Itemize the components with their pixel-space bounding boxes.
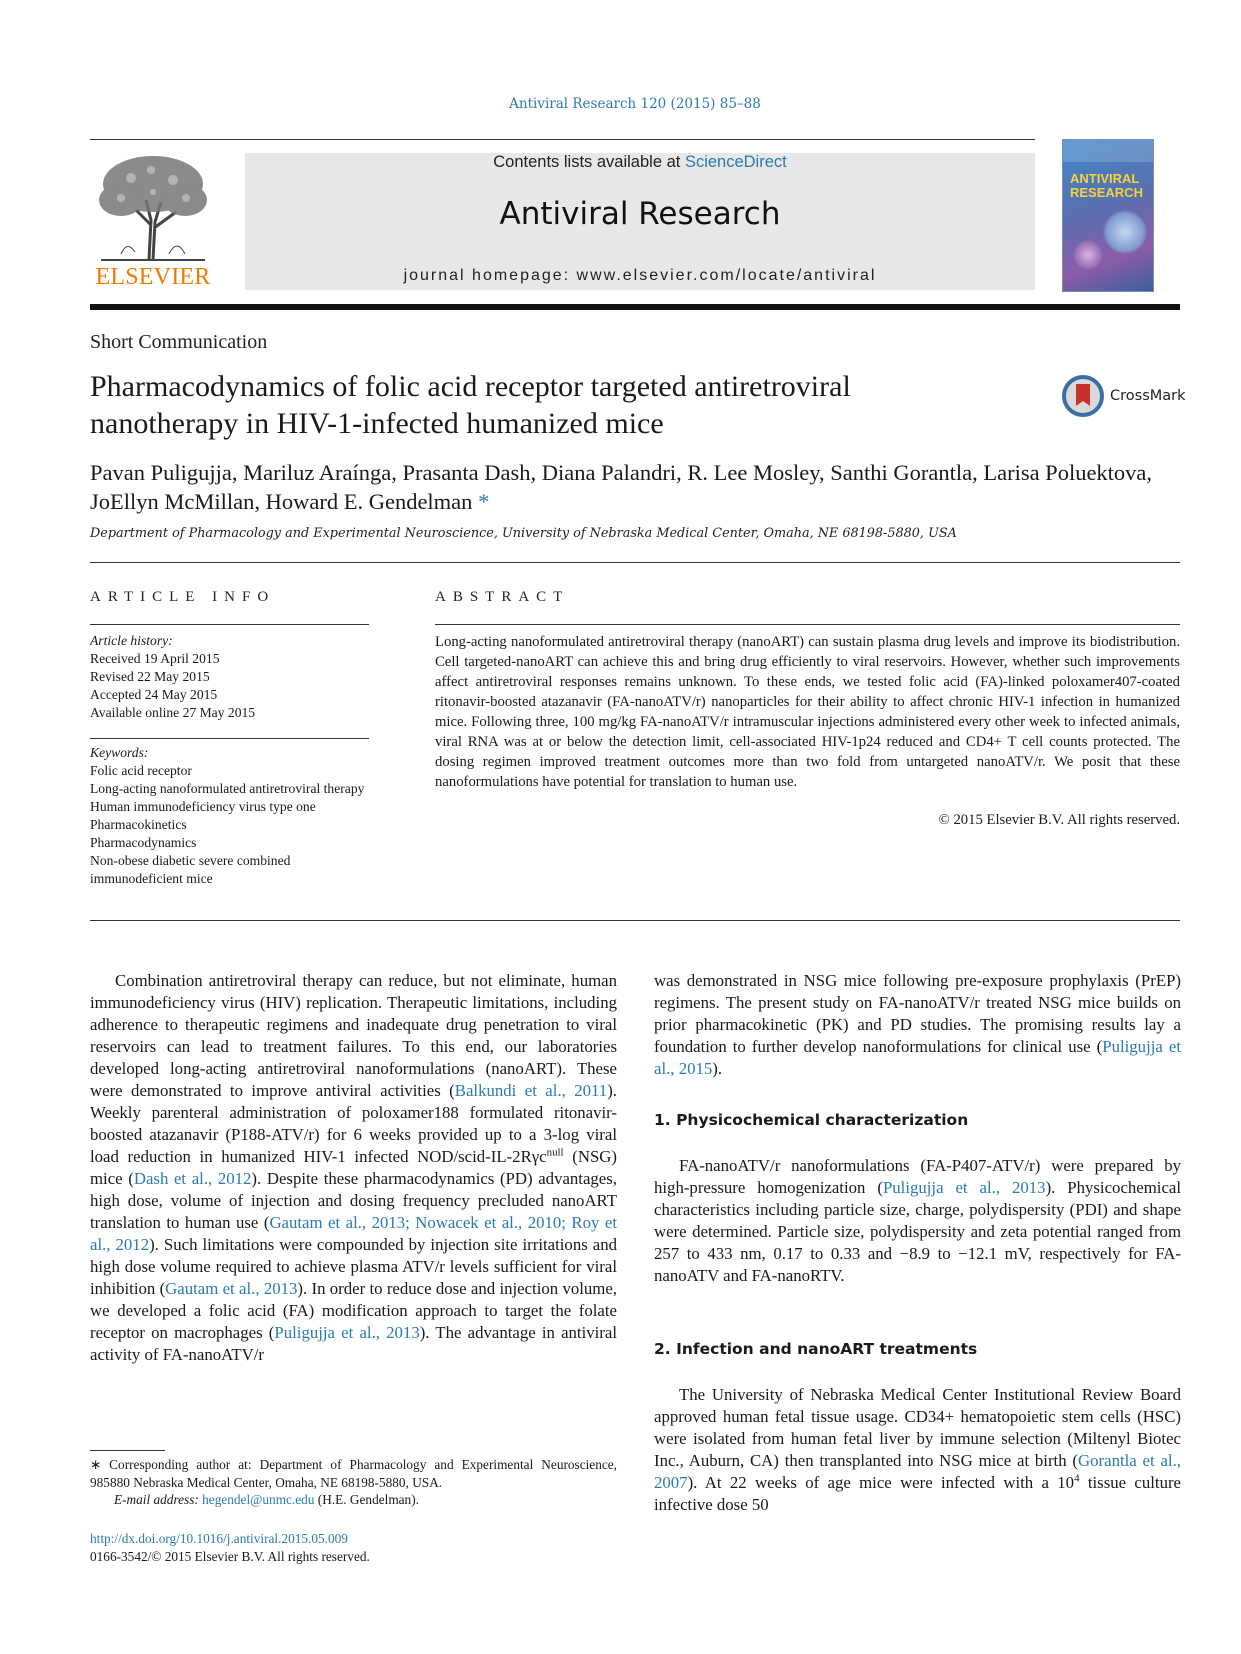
history-revised: Revised 22 May 2015	[90, 669, 210, 684]
keyword-item: Human immunodeficiency virus type one	[90, 799, 316, 814]
divider	[90, 920, 1180, 921]
issn-copyright: 0166-3542/© 2015 Elsevier B.V. All rights reserved.	[90, 1549, 370, 1564]
ref-dash-2012[interactable]: Dash et al., 2012	[133, 1169, 252, 1188]
keyword-item: Folic acid receptor	[90, 763, 192, 778]
authors-text: Pavan Puligujja, Mariluz Araínga, Prasanta Dash, Diana Palandri, R. Lee Mosley, Santhi Gorantla, Larisa Poluektova, JoEllyn McMillan, Howard E. Gendelman	[90, 460, 1153, 514]
header-thick-rule	[90, 304, 1180, 310]
section-2-heading: 2. Infection and nanoART treatments	[654, 1340, 978, 1358]
ref-balkundi-2011[interactable]: Balkundi et al., 2011	[454, 1081, 608, 1100]
cover-strip	[1063, 140, 1153, 162]
cover-virus-graphic	[1103, 210, 1147, 254]
journal-homepage[interactable]: journal homepage: www.elsevier.com/locate/antiviral	[403, 267, 877, 284]
divider	[90, 624, 369, 625]
ref-gorantla-2007[interactable]: Gorantla et al., 2007	[654, 1451, 1181, 1492]
divider	[90, 562, 1180, 563]
divider	[90, 738, 369, 739]
crossmark-icon	[1062, 375, 1104, 417]
author-list	[90, 458, 1180, 516]
ref-puligujja-2013-b[interactable]: Puligujja et al., 2013	[882, 1178, 1046, 1197]
cover-title: ANTIVIRAL RESEARCH	[1070, 171, 1143, 200]
history-received: Received 19 April 2015	[90, 651, 220, 666]
section-1-paragraph: FA-nanoATV/r nanoformulations (FA-P407-ATV/r) were prepared by high-pressure homogenization (Puligujja et al., 2013). Physicochemical characteristics including particle size, charge, polydispersity (PDI) and shape were determined. Particle size, polydispersity and zeta potential ranged from 257 to 433 nm, 0.17 to 0.33 and −8.9 to −12.1 mV, respectively for FA-nanoATV and FA-nanoRTV.	[654, 1156, 1181, 1285]
footnote-rule	[90, 1450, 165, 1451]
intro-paragraph: Combination antiretroviral therapy can reduce, but not eliminate, human immunodeficiency virus (HIV) replication. Therapeutic limitations, including adherence to therapeutic regimens and inadequate drug penetration to viral reservoirs can lead to treatment failures. To this end, our laboratories developed long-acting antiretroviral nanoformulations (nanoART). These were demonstrated to improve antiviral activities (Balkundi et al., 2011). Weekly parenteral administration of poloxamer188 formulated ritonavir-boosted atazanavir (P188-ATV/r) for 6 weeks provided up to a 3-log viral load reduction in humanized HIV-1 infected NOD/scid-IL-2Rγc$^{null}$ (NSG) mice (Dash et al., 2012). Despite these pharmacodynamics (PD) advantages, high dose, volume of injection and dosing frequency precluded nanoART translation to human use (Gautam et al., 2013; Nowacek et al., 2010; Roy et al., 2012). Such limitations were compounded by injection site irritations and high dose volume required to achieve plasma ATV/r levels sufficient for viral inhibition (Gautam et al., 2013). In order to reduce dose and injection volume, we developed a folic acid (FA) modification approach to target the folate receptor on macrophages (Puligujja et al., 2013). The advantage in antiviral activity of FA-nanoATV/r	[90, 971, 617, 1364]
section-1-body	[654, 1155, 1181, 1287]
contents-line	[245, 153, 1035, 172]
elsevier-logo	[88, 150, 218, 290]
ref-gautam-nowacek-roy[interactable]: Gautam et al., 2013; Nowacek et al., 2010; Roy et al., 2012	[90, 1213, 617, 1254]
journal-cover-image[interactable]	[1062, 139, 1154, 292]
elsevier-tree-icon	[91, 150, 215, 266]
header-rule	[90, 139, 1035, 140]
ref-puligujja-2013[interactable]: Puligujja et al., 2013	[274, 1323, 420, 1342]
email-suffix: (H.E. Gendelman).	[314, 1492, 419, 1507]
cover-cell-graphic	[1073, 240, 1103, 270]
section-1-heading: 1. Physicochemical characterization	[654, 1111, 969, 1129]
journal-citation-link[interactable]: Antiviral Research 120 (2015) 85–88	[509, 96, 761, 112]
body-right-continuation	[654, 970, 1181, 1080]
keyword-item: Long-acting nanoformulated antiretroviral therapy	[90, 781, 365, 796]
journal-name: Antiviral Research	[499, 196, 781, 232]
keyword-item: Pharmacodynamics	[90, 835, 197, 850]
elsevier-wordmark: ELSEVIER	[95, 264, 211, 290]
ref-puligujja-2015[interactable]: Puligujja et al., 2015	[654, 1037, 1181, 1078]
contents-prefix: Contents lists available at	[493, 153, 685, 171]
continuation-paragraph: was demonstrated in NSG mice following pre-exposure prophylaxis (PrEP) regimens. The present study on FA-nanoATV/r treated NSG mice builds on prior pharmacokinetic (PK) and PD studies. The promising results lay a foundation to further develop nanoformulations for clinical use (Puligujja et al., 2015).	[654, 971, 1181, 1078]
keywords	[90, 744, 369, 888]
history-accepted: Accepted 24 May 2015	[90, 687, 218, 702]
divider	[435, 624, 1180, 625]
article-info-label: ARTICLE INFO	[90, 589, 276, 605]
sciencedirect-link[interactable]: ScienceDirect	[684, 153, 787, 171]
keyword-item: Non-obese diabetic severe combined immunodeficient mice	[90, 853, 291, 886]
keywords-heading: Keywords:	[90, 745, 149, 760]
ref-gautam-2013[interactable]: Gautam et al., 2013	[165, 1279, 298, 1298]
abstract-copyright: © 2015 Elsevier B.V. All rights reserved.	[938, 812, 1180, 828]
abstract-text: Long-acting nanoformulated antiretroviral therapy (nanoART) can sustain plasma drug levels and improve its biodistribution. Cell targeted-nanoART can achieve this and bring drug efficiently to viral reservoirs. However, whether such improvements affect antiretroviral responses remains unknown. To these ends, we tested folic acid (FA)-linked poloxamer407-coated ritonavir-boosted atazanavir (FA-nanoATV/r) nanoparticles for their ability to affect chronic HIV-1 infection in humanized mice. Following three, 100 mg/kg FA-nanoATV/r intramuscular injections administered every other week to infected animals, viral RNA was at or below the detection limit, cell-associated HIV-1p24 reduced and CD4+ T cell counts protected. The dosing regimen improved treatment outcomes more than two fold from untargeted nanoATV/r. We posit that these nanoformulations have potential for translation to human use.	[435, 634, 1180, 790]
abstract-label: ABSTRACT	[435, 589, 570, 605]
crossmark-label: CrossMark	[1110, 388, 1186, 404]
history-online: Available online 27 May 2015	[90, 705, 256, 720]
corresponding-author-footnote: ∗ Corresponding author at: Department of Pharmacology and Experimental Neuroscience, 985880 Nebraska Medical Center, Omaha, NE 68198-5880, USA.	[90, 1457, 617, 1490]
email-label: E-mail address:	[114, 1492, 203, 1507]
article-type: Short Communication	[90, 331, 268, 353]
affiliation: Department of Pharmacology and Experimental Neuroscience, University of Nebraska Medical Center, Omaha, NE 68198-5880, USA	[90, 526, 957, 541]
section-2-paragraph: The University of Nebraska Medical Center Institutional Review Board approved human fetal tissue usage. CD34+ hematopoietic stem cells (HSC) were isolated from human fetal liver by immune selection (Miltenyl Biotec Inc., Auburn, CA) then transplanted into NSG mice at birth (Gorantla et al., 2007). At 22 weeks of age mice were infected with a $10^4$ tissue culture infective dose 50	[654, 1385, 1181, 1514]
email-link[interactable]: hegendel@unmc.edu	[202, 1492, 315, 1507]
article-history	[90, 632, 369, 722]
section-2-body	[654, 1384, 1181, 1516]
keyword-item: Pharmacokinetics	[90, 817, 187, 832]
crossmark-button[interactable]	[1062, 375, 1202, 421]
journal-banner	[245, 153, 1035, 290]
doi-link[interactable]: http://dx.doi.org/10.1016/j.antiviral.2015.05.009	[90, 1531, 348, 1546]
history-heading: Article history:	[90, 633, 173, 648]
email-line	[114, 1492, 419, 1508]
body-left-column	[90, 970, 617, 1366]
corresponding-author-marker[interactable]: *	[478, 489, 490, 514]
article-title: Pharmacodynamics of folic acid receptor targeted antiretroviral nanotherapy in HIV-1-infected humanized mice	[90, 370, 851, 440]
